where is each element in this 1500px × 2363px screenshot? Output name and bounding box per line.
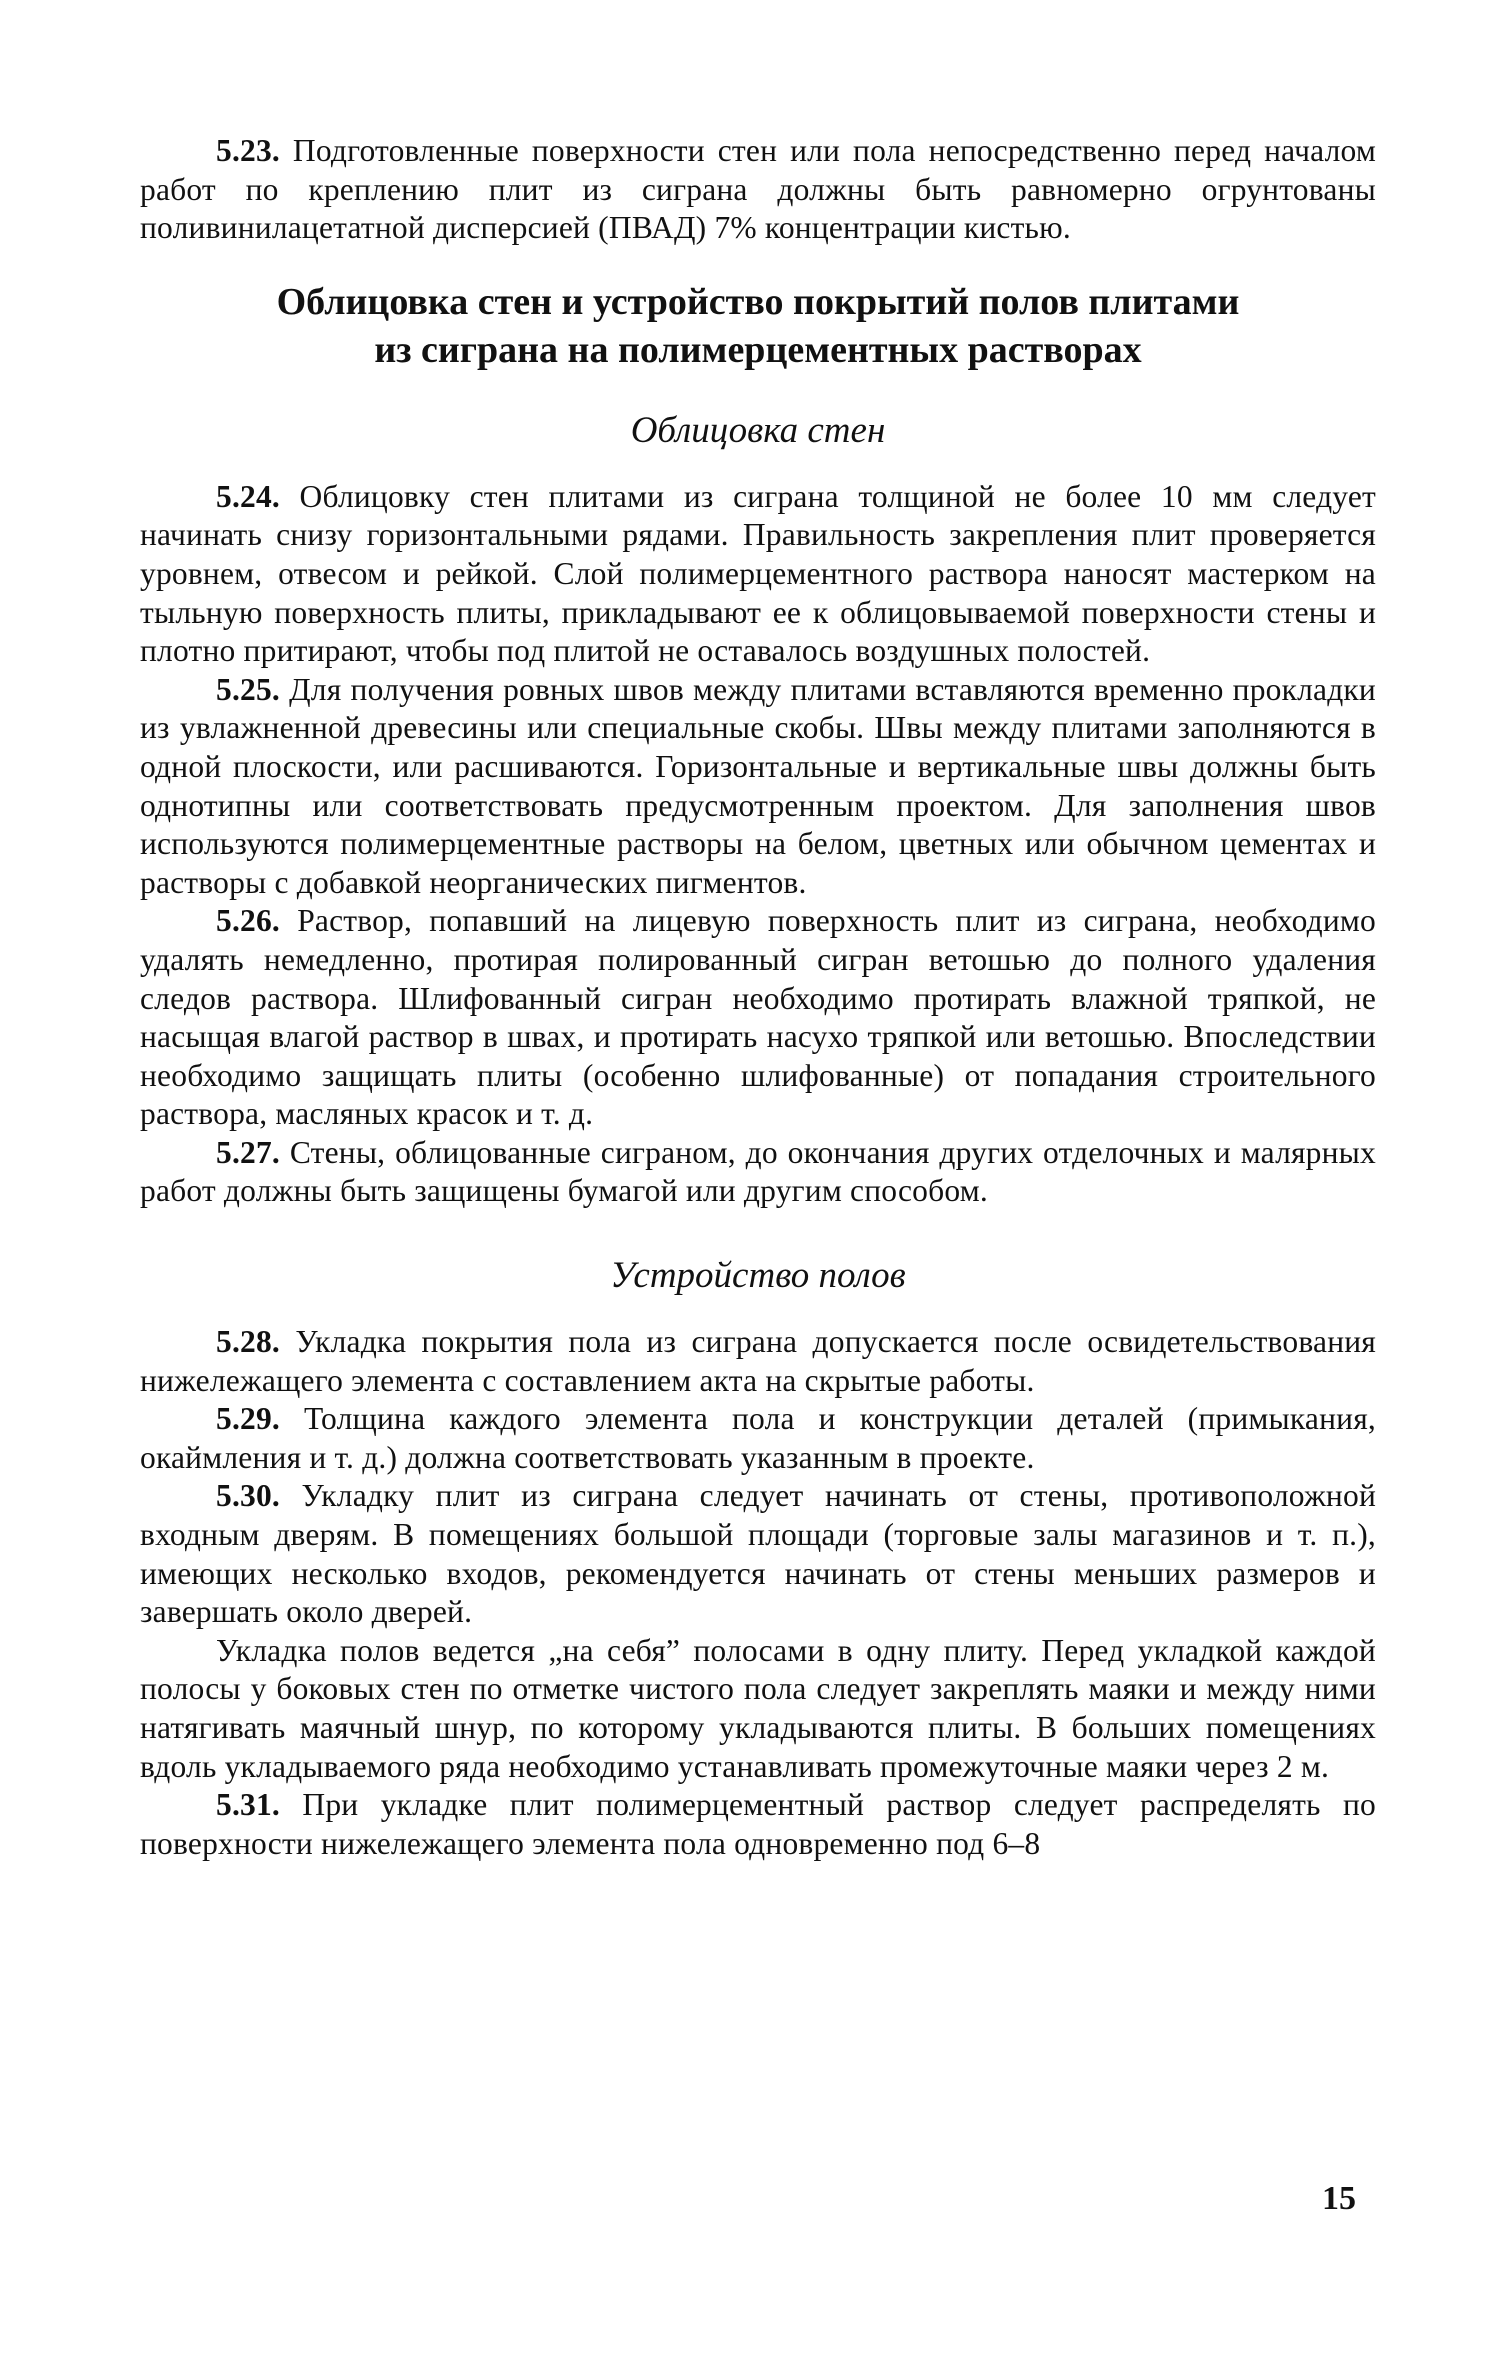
paragraph-text: Толщина каждого элемента пола и конструкции деталей (примыкания, окаймления и т. д.) должна соответствовать указанным в проекте.	[140, 1401, 1376, 1475]
section-title-line-2: из сиграна на полимерцементных растворах	[374, 328, 1142, 371]
paragraph-text: Облицовку стен плитами из сиграна толщиной не более 10 мм следует начинать снизу горизонтальными рядами. Правильность закрепления плит проверяется уровнем, отвесом и рейкой. Слой полимерцементного раствора наносят мастерком на тыльную поверхность плиты, прикладывают ее к облицовываемой поверхности стены и плотно притирают, чтобы под плитой не оставалось воздушных полостей.	[140, 478, 1376, 669]
paragraph-5-30	[140, 1477, 1376, 1631]
paragraph-text: Раствор, попавший на лицевую поверхность плит из сиграна, необходимо удалять немедленно, протирая полированный сигран ветошью до полного удаления следов раствора. Шлифованный сигран необходимо протирать влажной тряпкой, не насыщая влагой раствор в швах, и протирать насухо тряпкой или ветошью. Впоследствии необходимо защищать плиты (особенно шлифованные) от попадания строительного раствора, масляных красок и т. д.	[140, 903, 1376, 1132]
paragraph-text: Укладка полов ведется „на себя” полосами в одну плиту. Перед укладкой каждой полосы у боковых стен по отметке чистого пола следует закреплять маяки и между ними натягивать маячный шнур, по которому укладываются плиты. В больших помещениях вдоль укладываемого ряда необходимо устанавливать промежуточные маяки через 2 м.	[140, 1632, 1376, 1784]
paragraph-5-26	[140, 902, 1376, 1134]
paragraph-number: 5.24.	[216, 478, 280, 514]
paragraph-text: Стены, облицованные сиграном, до окончания других отделочных и малярных работ должны быть защищены бумагой или другим способом.	[140, 1134, 1376, 1209]
paragraph-number: 5.25.	[216, 671, 280, 707]
paragraph-text: Для получения ровных швов между плитами вставляются временно прокладки из увлажненной древесины или специальные скобы. Швы между плитами заполняются в одной плоскости, или расшиваются. Горизонтальные и вертикальные швы должны быть однотипны или соответствовать предусмотренным проектом. Для заполнения швов используются полимерцементные растворы на белом, цветных или обычном цементах и растворы с добавкой неорганических пигментов.	[140, 671, 1376, 900]
paragraph-5-28	[140, 1323, 1376, 1400]
paragraph-number: 5.28.	[216, 1324, 280, 1360]
paragraph-number: 5.30.	[216, 1478, 280, 1514]
section-title	[140, 278, 1376, 374]
paragraph-text: Подготовленные поверхности стен или пола непосредственно перед началом работ по креплению плит из сиграна должны быть равномерно огрунтованы поливинилацетатной дисперсией (ПВАД) 7% концентрации кистью.	[140, 133, 1376, 246]
paragraph-number: 5.31.	[216, 1787, 280, 1823]
paragraph-5-25	[140, 671, 1376, 903]
paragraph-5-24	[140, 478, 1376, 671]
paragraph-5-27	[140, 1134, 1376, 1211]
paragraph-number: 5.27.	[216, 1134, 280, 1170]
paragraph-number: 5.29.	[216, 1401, 280, 1437]
paragraph-5-29	[140, 1400, 1376, 1477]
paragraph-text: Укладка покрытия пола из сиграна допускается после освидетельствования нижележащего элемента с составлением акта на скрытые работы.	[140, 1324, 1376, 1398]
subsection-title-walls: Облицовка стен	[630, 409, 886, 451]
section-title-line-1: Облицовка стен и устройство покрытий полов плитами	[276, 280, 1240, 323]
paragraph-text: Укладку плит из сиграна следует начинать от стены, противоположной входным дверям. В помещениях большой площади (торговые залы магазинов и т. п.), имеющих несколько входов, рекомендуется начинать от стены меньших размеров и завершать около дверей.	[140, 1478, 1376, 1630]
paragraph-number: 5.23.	[216, 133, 280, 168]
page-number: 15	[1322, 2180, 1356, 2217]
paragraph-5-30-continued	[140, 1632, 1376, 1786]
paragraph-text: При укладке плит полимерцементный раствор следует распределять по поверхности нижележащего элемента пола одновременно под 6–8	[140, 1787, 1376, 1861]
document-page	[140, 132, 1376, 1863]
paragraph-number: 5.26.	[216, 903, 280, 939]
paragraph-5-23	[140, 132, 1376, 248]
paragraph-5-31	[140, 1786, 1376, 1863]
subsection-title-floors: Устройство полов	[610, 1255, 906, 1297]
